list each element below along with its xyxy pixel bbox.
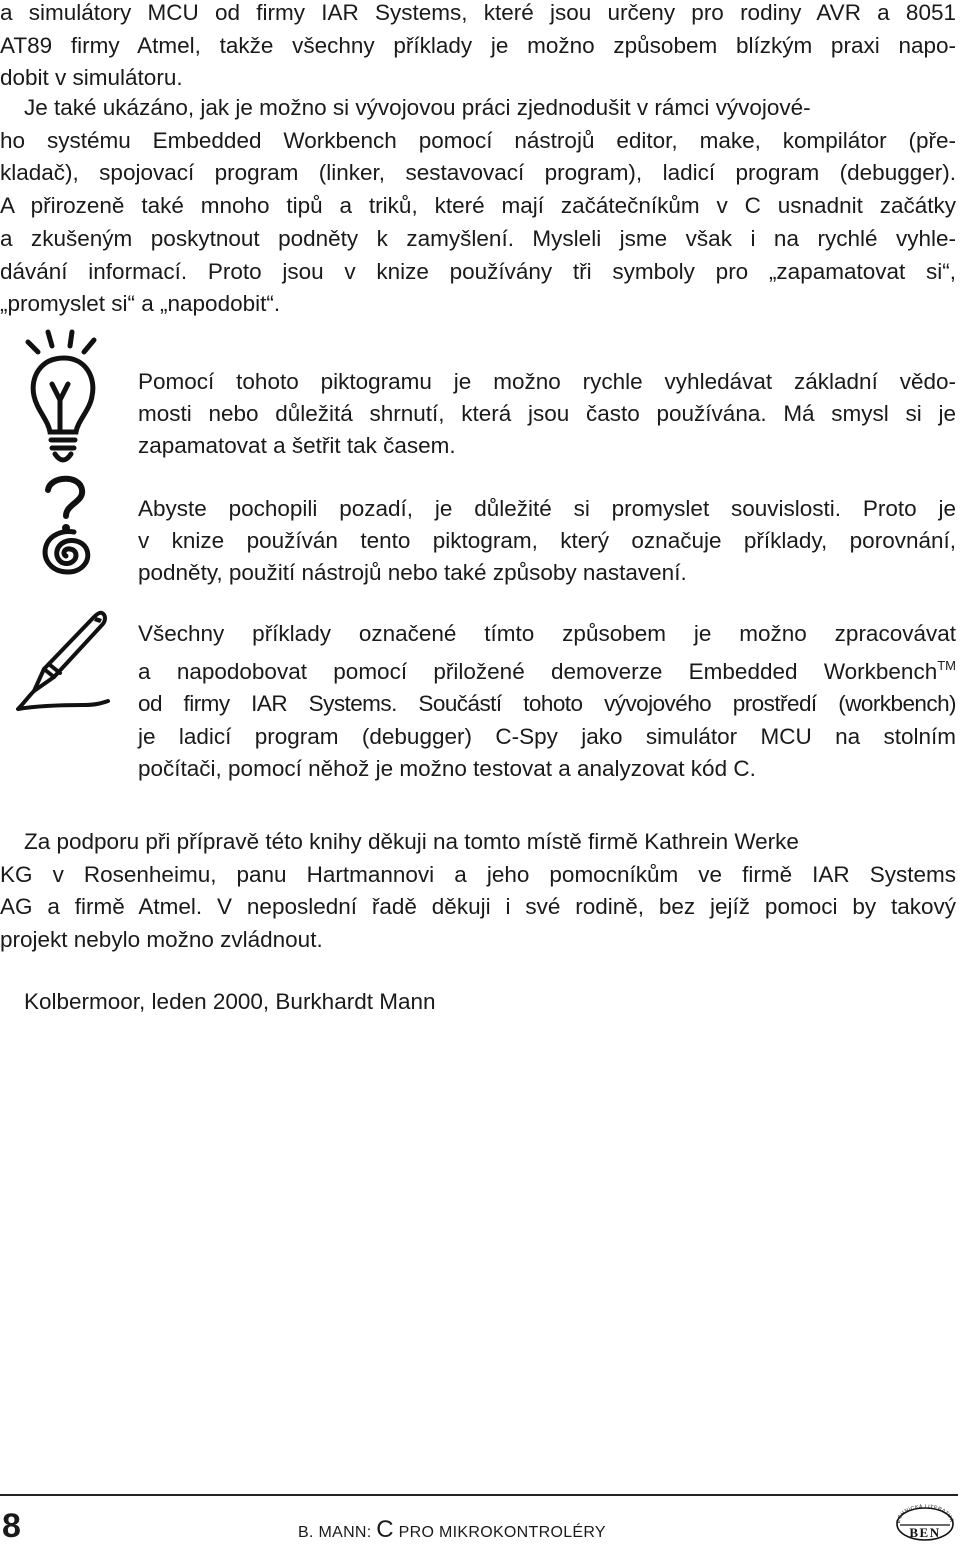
text-fragment: a napodobovat pomocí přiložené demoverze Embedded Workbench: [138, 659, 938, 685]
trademark-mark: TM: [937, 658, 956, 674]
text-line: kladač), spojovací program (linker, sestavovací program), ladicí program (debugger).: [0, 160, 956, 186]
text-line: a simulátory MCU od firmy IAR Systems, které jsou určeny pro rodiny AVR a 8051: [0, 0, 956, 25]
text-line: projekt nebylo možno zvládnout.: [0, 927, 323, 953]
text-line: Pomocí tohoto piktogramu je možno rychle vyhledávat základní vědo-: [138, 369, 956, 394]
text-line: zapamatovat a šetřit tak časem.: [138, 433, 456, 459]
text-line: dávání informací. Proto jsou v knize používány tři symboly pro „zapamatovat si“,: [0, 258, 956, 284]
text-line: je ladicí program (debugger) C-Spy jako simulátor MCU na stolním: [138, 723, 956, 749]
remember-symbol-text: [138, 366, 956, 463]
text-line: AG a firmě Atmel. V neposlední řadě děkuji i své rodině, bez jejíž pomoci by takový: [0, 894, 956, 920]
text-line: A přirozeně také mnoho tipů a triků, které mají začátečníkům v C usnadnit začátky: [0, 193, 956, 219]
publisher-logo: [894, 1504, 956, 1542]
logo-text: BEN: [909, 1525, 941, 1540]
signature: [24, 986, 924, 1019]
author-initial: B.: [298, 1524, 314, 1541]
svg-text:TECHNICKÁ LITERATURA: [894, 1504, 954, 1523]
pen-icon: [14, 605, 114, 715]
logo-arc-text: ECHNICKÁ LITERATUR: [895, 1504, 955, 1524]
text-line: Je také ukázáno, jak je možno si vývojovou práci zjednodušit v rámci vývojové-: [24, 95, 811, 120]
author-name: MANN: [318, 1524, 367, 1541]
text-line: „promyslet si“ a „napodobit“.: [0, 291, 281, 317]
text-line: od firmy IAR Systems. Součástí tohoto vývojového prostředí (workbench): [138, 691, 956, 717]
text-line: počítači, pomocí něhož je možno testovat a analyzovat kód C.: [138, 755, 756, 781]
intro-paragraph: [0, 0, 956, 95]
text-line: Abyste pochopili pozadí, je důležité si promyslet souvislosti. Proto je: [138, 496, 956, 521]
running-title: [298, 1516, 606, 1544]
light-bulb-icon: [20, 328, 110, 468]
imitate-symbol-text: [138, 618, 956, 785]
title-c: C: [376, 1516, 394, 1543]
text-line: Všechny příklady označené tímto způsobem je možno zpracovávat: [138, 621, 956, 646]
thanks-paragraph: [0, 826, 956, 957]
page-number: 8: [2, 1507, 21, 1545]
text-line: mosti nebo důležitá shrnutí, která jsou často používána. Má smysl si je: [138, 401, 956, 427]
text-line: KG v Rosenheimu, panu Hartmannovi a jeho pomocníkům ve firmě IAR Systems: [0, 861, 956, 887]
text-line: dobit v simulátoru.: [0, 65, 183, 91]
title-separator: :: [366, 1524, 372, 1541]
text-line: Za podporu při přípravě této knihy děkuji na tomto místě firmě Kathrein Werke: [24, 829, 799, 854]
think-symbol-text: [138, 493, 956, 590]
text-line: ho systému Embedded Workbench pomocí nástrojů editor, make, kompilátor (pře-: [0, 127, 956, 153]
text-line: a zkušeným poskytnout podněty k zamyšlení. Mysleli jsme však i na rychlé vyhle-: [0, 225, 956, 251]
text-line: podněty, použití nástrojů nebo také způsoby nastavení.: [138, 560, 687, 586]
text-line: v knize používán tento piktogram, který označuje příklady, porovnání,: [138, 528, 956, 554]
tools-paragraph: [0, 92, 956, 321]
title-pro: PRO: [398, 1524, 435, 1541]
text-line: Kolbermoor, leden 2000, Burkhardt Mann: [24, 989, 436, 1014]
footer-rule: [0, 1494, 958, 1496]
text-line: [138, 650, 956, 688]
text-line: AT89 firmy Atmel, takže všechny příklady je možno způsobem blízkým praxi napo-: [0, 32, 956, 58]
title-rest: MIKROKONTROLÉRY: [439, 1524, 606, 1541]
question-spiral-icon: [28, 472, 108, 582]
